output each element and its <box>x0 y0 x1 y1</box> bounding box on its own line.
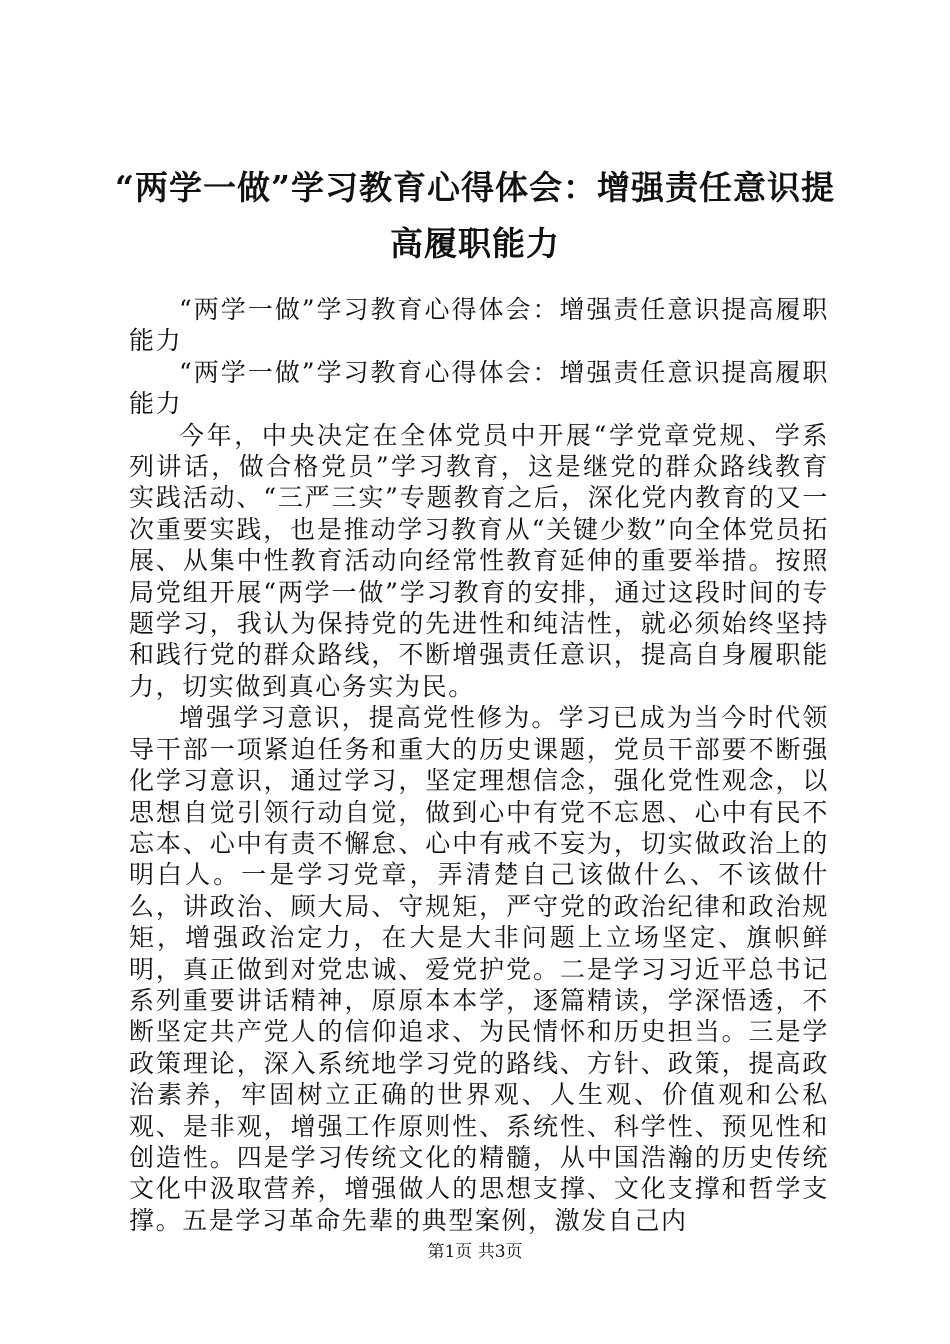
document-body <box>129 294 829 1236</box>
document-title: “两学一做”学习教育心得体会：增强责任意识提高履职能力 <box>115 168 835 263</box>
body-paragraph-1: “两学一做”学习教育心得体会：增强责任意识提高履职能力 <box>129 295 829 356</box>
body-paragraph-4: 增强学习意识，提高党性修为。学习已成为当今时代领导干部一项紧迫任务和重大的历史课题，党员干部要不断强化学习意识，通过学习，坚定理想信念，强化党性观念，以思想自觉引领行动自觉，做到心中有党不忘恩、心中有民不忘本、心中有责不懈怠、心中有戒不妄为，切实做政治上的明白人。一是学习党章，弄清楚自己该做什么、不该做什么，讲政治、顾大局、守规矩，严守党的政治纪律和政治规矩，增强政治定力，在大是大非问题上立场坚定、旗帜鲜明，真正做到对党忠诚、爱党护党。二是学习习近平总书记系列重要讲话精神，原原本本学，逐篇精读，学深悟透，不断坚定共产党人的信仰追求、为民情怀和历史担当。三是学政策理论，深入系统地学习党的路线、方针、政策，提高政治素养，牢固树立正确的世界观、人生观、价值观和公私观、是非观，增强工作原则性、系统性、科学性、预见性和创造性。四是学习传统文化的精髓，从中国浩瀚的历史传统文化中汲取营养，增强做人的思想支撑、文化支撑和哲学支撑。五是学习革命先辈的典型案例，激发自己内 <box>129 703 829 1235</box>
page-number-footer: 第1页 共3页 <box>427 1242 523 1262</box>
body-paragraph-2: “两学一做”学习教育心得体会：增强责任意识提高履职能力 <box>129 357 829 419</box>
body-paragraph-3: 今年，中央决定在全体党员中开展“学党章党规、学系列讲话，做合格党员”学习教育，这是继党的群众路线教育实践活动、“三严三实”专题教育之后，深化党内教育的又一次重要实践，也是推动学习教育从“关键少数”向全体党员拓展、从集中性教育活动向经常性教育延伸的重要举措。按照局党组开展“两学一做”学习教育的安排，通过这段时间的专题学习，我认为保持党的先进性和纯洁性，就必须始终坚持和践行党的群众路线，不断增强责任意识，提高自身履职能力，切实做到真心务实为民。 <box>129 420 829 701</box>
